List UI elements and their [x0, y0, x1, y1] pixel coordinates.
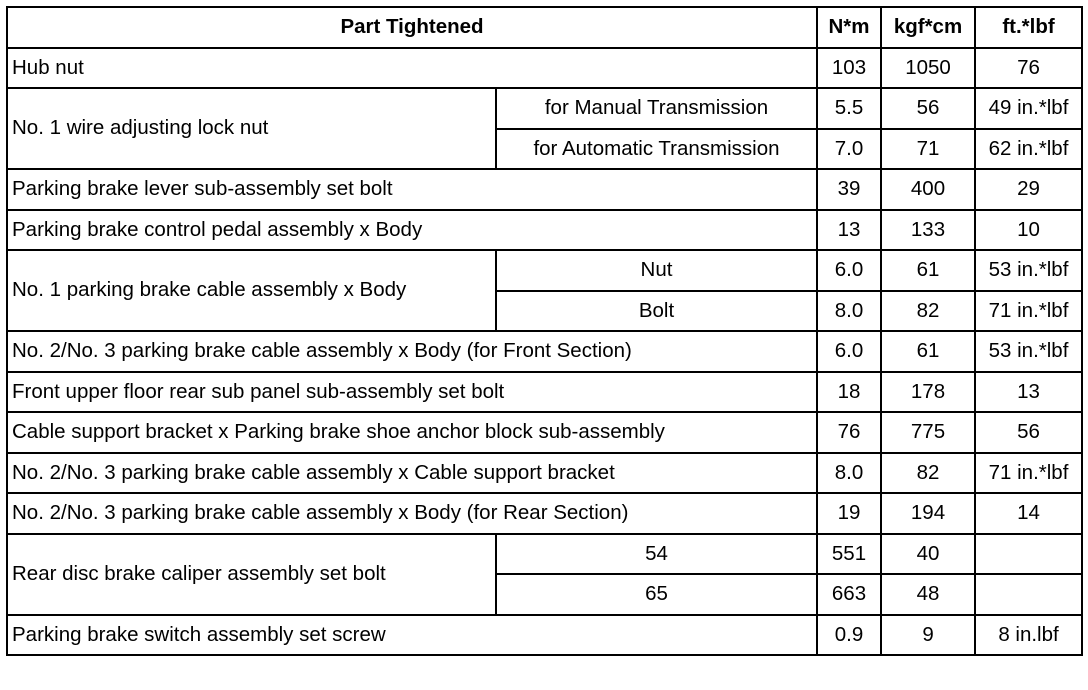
- nm-cell: 76: [817, 412, 881, 453]
- table-row: [7, 331, 1082, 372]
- part-cell: Hub nut: [7, 48, 817, 89]
- nm-cell: 8.0: [817, 291, 881, 332]
- part-cell: Rear disc brake caliper assembly set bolt: [7, 534, 496, 615]
- nm-cell: 39: [817, 169, 881, 210]
- nm-cell: 8.0: [817, 453, 881, 494]
- nm-cell: 6.0: [817, 331, 881, 372]
- table-row: [7, 88, 1082, 129]
- kgf-cell: 178: [881, 372, 975, 413]
- header-row: [7, 7, 1082, 48]
- part-cell: Parking brake control pedal assembly x Body: [7, 210, 817, 251]
- table-row: [7, 210, 1082, 251]
- sub-part-cell: Bolt: [496, 291, 817, 332]
- ft-cell: 29: [975, 169, 1082, 210]
- table-row: [7, 48, 1082, 89]
- ft-cell: 13: [975, 372, 1082, 413]
- ft-cell: 71 in.*lbf: [975, 453, 1082, 494]
- ft-cell: 49 in.*lbf: [975, 88, 1082, 129]
- header-ft-lbf: ft.*lbf: [975, 7, 1082, 48]
- table-row: [7, 250, 1082, 291]
- sub-part-cell: 54: [496, 534, 817, 575]
- nm-cell: 13: [817, 210, 881, 251]
- nm-cell: 18: [817, 372, 881, 413]
- header-kgf-cm: kgf*cm: [881, 7, 975, 48]
- torque-spec-table: [6, 6, 1083, 656]
- part-cell: Parking brake lever sub-assembly set bolt: [7, 169, 817, 210]
- kgf-cell: 40: [881, 534, 975, 575]
- kgf-cell: 194: [881, 493, 975, 534]
- sub-part-cell: Nut: [496, 250, 817, 291]
- nm-cell: 19: [817, 493, 881, 534]
- ft-cell: 10: [975, 210, 1082, 251]
- ft-cell: [975, 534, 1082, 575]
- table-row: [7, 169, 1082, 210]
- nm-cell: 0.9: [817, 615, 881, 656]
- part-cell: Front upper floor rear sub panel sub-assembly set bolt: [7, 372, 817, 413]
- part-cell: No. 2/No. 3 parking brake cable assembly x Body (for Rear Section): [7, 493, 817, 534]
- table-row: [7, 412, 1082, 453]
- kgf-cell: 133: [881, 210, 975, 251]
- part-cell: No. 2/No. 3 parking brake cable assembly x Body (for Front Section): [7, 331, 817, 372]
- kgf-cell: 61: [881, 331, 975, 372]
- part-cell: No. 2/No. 3 parking brake cable assembly x Cable support bracket: [7, 453, 817, 494]
- ft-cell: [975, 574, 1082, 615]
- header-nm: N*m: [817, 7, 881, 48]
- ft-cell: 8 in.lbf: [975, 615, 1082, 656]
- ft-cell: 53 in.*lbf: [975, 250, 1082, 291]
- part-cell: Parking brake switch assembly set screw: [7, 615, 817, 656]
- ft-cell: 53 in.*lbf: [975, 331, 1082, 372]
- table-row: [7, 493, 1082, 534]
- sub-part-cell: for Manual Transmission: [496, 88, 817, 129]
- part-cell: No. 1 wire adjusting lock nut: [7, 88, 496, 169]
- sub-part-cell: 65: [496, 574, 817, 615]
- nm-cell: 6.0: [817, 250, 881, 291]
- nm-cell: 551: [817, 534, 881, 575]
- sub-part-cell: for Automatic Transmission: [496, 129, 817, 170]
- kgf-cell: 71: [881, 129, 975, 170]
- ft-cell: 14: [975, 493, 1082, 534]
- table-row: [7, 453, 1082, 494]
- ft-cell: 76: [975, 48, 1082, 89]
- nm-cell: 663: [817, 574, 881, 615]
- part-cell: No. 1 parking brake cable assembly x Body: [7, 250, 496, 331]
- kgf-cell: 400: [881, 169, 975, 210]
- kgf-cell: 775: [881, 412, 975, 453]
- table-row: [7, 534, 1082, 575]
- ft-cell: 56: [975, 412, 1082, 453]
- ft-cell: 62 in.*lbf: [975, 129, 1082, 170]
- kgf-cell: 82: [881, 453, 975, 494]
- kgf-cell: 82: [881, 291, 975, 332]
- kgf-cell: 48: [881, 574, 975, 615]
- kgf-cell: 61: [881, 250, 975, 291]
- table-row: [7, 372, 1082, 413]
- nm-cell: 103: [817, 48, 881, 89]
- ft-cell: 71 in.*lbf: [975, 291, 1082, 332]
- kgf-cell: 1050: [881, 48, 975, 89]
- table-row: [7, 615, 1082, 656]
- header-part-tightened: Part Tightened: [7, 7, 817, 48]
- part-cell: Cable support bracket x Parking brake shoe anchor block sub-assembly: [7, 412, 817, 453]
- kgf-cell: 9: [881, 615, 975, 656]
- kgf-cell: 56: [881, 88, 975, 129]
- nm-cell: 7.0: [817, 129, 881, 170]
- torque-spec-table-container: [6, 6, 1083, 656]
- nm-cell: 5.5: [817, 88, 881, 129]
